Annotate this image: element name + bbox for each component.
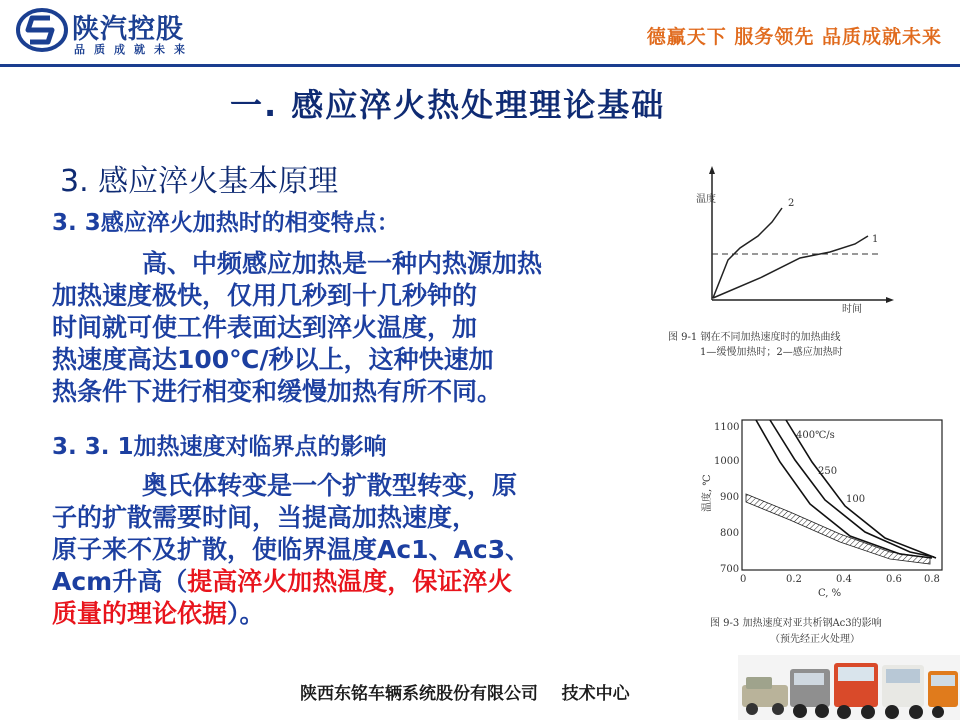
paragraph-line (52, 598, 662, 630)
heating-curve-figure (668, 160, 920, 360)
ac3-heating-rate-figure (700, 412, 950, 652)
y-tick-label: 1000 (714, 456, 740, 467)
subheading-phase-change: 3. 3感应淬火加热时的相变特点： (52, 210, 400, 236)
x-tick-label: 0.4 (836, 574, 852, 585)
text-span: ）。 (227, 599, 265, 628)
paragraph-line: 热速度高达100℃/秒以上，这种快速加 (52, 345, 494, 374)
x-ticks (740, 574, 940, 585)
curve-label-250: 250 (818, 466, 838, 477)
paragraph-line: 加热速度极快，仅用几秒到十几秒钟的 (52, 281, 478, 310)
y-tick-label: 700 (720, 564, 740, 575)
header-bar (0, 0, 960, 66)
brand-name: 陕汽控股 (72, 14, 184, 45)
footer-company: 陕西东铭车辆系统股份有限公司 技术中心 (300, 684, 630, 704)
y-axis-label: 温度, ℃ (702, 474, 713, 512)
emphasis-text: 质量的理论依据 (52, 599, 228, 628)
y-axis-arrow-icon (709, 166, 715, 174)
figure-caption-legend: 1—缓慢加热时；2—感应加热时 (700, 347, 843, 358)
paragraph-line: 子的扩散需要时间，当提高加热速度， (52, 503, 478, 532)
text-span: Acm升高（ (52, 567, 188, 596)
paragraph-line: 时间就可使工件表面达到淬火温度，加 (52, 313, 478, 342)
y-tick-label: 1100 (714, 422, 740, 433)
truck-fleet-image (738, 655, 960, 720)
y-ticks (714, 422, 739, 575)
x-tick-label: 0.2 (786, 574, 802, 585)
figure-caption-note: （预先经正火处理） (770, 634, 860, 645)
paragraph-line (52, 566, 662, 598)
brand-slogan: 德赢天下 服务领先 品质成就未来 (646, 26, 942, 48)
paragraph-line: 原子来不及扩散，使临界温度Ac1、Ac3、 (52, 535, 531, 564)
y-tick-label: 900 (720, 492, 740, 503)
y-tick-label: 800 (720, 528, 740, 539)
x-axis-label: 时间 (842, 304, 862, 315)
x-axis-arrow-icon (886, 297, 894, 303)
curve-slow-heating (713, 236, 868, 298)
paragraph-line: 热条件下进行相变和缓慢加热有所不同。 (52, 377, 503, 406)
x-axis-label: C, % (818, 588, 842, 599)
subheading-heating-rate: 3. 3. 1加热速度对临界点的影响 (52, 434, 387, 460)
curve-label-2: 2 (788, 198, 795, 209)
figure-caption: 图 9-1 钢在不同加热速度时的加热曲线 (668, 332, 841, 343)
slide-title: 一. 感应淬火热处理理论基础 (230, 86, 666, 124)
header-divider (0, 64, 960, 67)
x-tick-label: 0.8 (924, 574, 940, 585)
plot-frame (742, 420, 942, 570)
figure-caption: 图 9-3 加热速度对亚共析钢Ac3的影响 (710, 618, 882, 629)
x-tick-label: 0 (740, 574, 747, 585)
paragraph-line: 奥氏体转变是一个扩散型转变，原 (142, 471, 518, 500)
curve-label-100: 100 (846, 494, 866, 505)
curve-induction-heating (713, 208, 782, 298)
brand-tagline: 品质成就未来 (74, 43, 194, 56)
paragraph-line: 高、中频感应加热是一种内热源加热 (142, 249, 543, 278)
paragraph-induction-heating (52, 248, 662, 408)
x-tick-label: 0.6 (886, 574, 902, 585)
curve-label-400: 400℃/s (796, 430, 835, 441)
shaanxi-auto-logo-icon (16, 8, 68, 52)
y-axis-label: 温度 (696, 194, 716, 205)
curve-label-1: 1 (872, 234, 879, 245)
emphasis-text: 提高淬火加热温度，保证淬火 (187, 567, 513, 596)
section-heading: 3. 感应淬火基本原理 (60, 164, 339, 199)
paragraph-critical-point (52, 470, 662, 630)
